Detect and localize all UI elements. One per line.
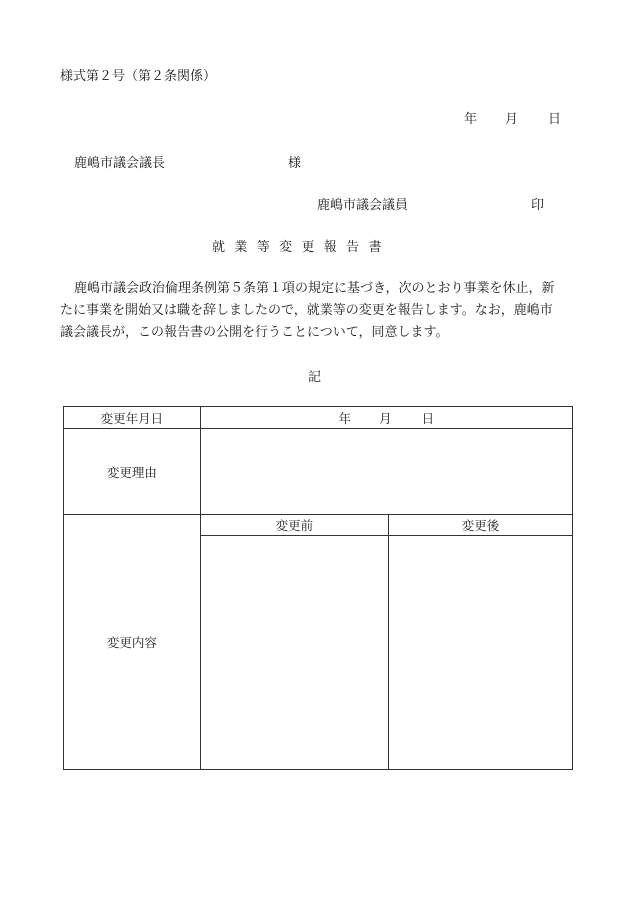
table-date-month: 月 [379,410,392,426]
change-date-label: 変更年月日 [64,407,201,429]
seal-mark: 印 [531,198,545,213]
content-label: 変更内容 [64,515,201,770]
report-date [464,112,561,128]
document-title: 就業等変更報告書 [212,240,391,255]
body-line-3: 議会議長が，この報告書の公開を行うことについて，同意します。 [60,325,449,340]
date-month: 月 [505,112,519,127]
change-date-field[interactable] [200,407,572,429]
reason-label: 変更理由 [64,429,201,515]
date-year: 年 [464,112,478,127]
body-line-2: たに事業を開始又は職を辞しましたので，就業等の変更を報告します。なお，鹿嶋市 [60,303,553,318]
before-label: 変更前 [200,515,388,536]
after-field[interactable] [388,536,572,770]
form-number: 様式第２号（第２条関係） [60,69,217,84]
before-field[interactable] [200,536,388,770]
body-paragraph [60,278,576,344]
reporter-title: 鹿嶋市議会議員 [317,198,409,213]
table-date-day: 日 [421,410,435,426]
change-report-table [63,406,573,770]
after-label: 変更後 [388,515,572,536]
ki-mark: 記 [308,370,322,385]
date-day: 日 [548,112,562,127]
honorific: 様 [288,156,302,171]
addressee: 鹿嶋市議会議長 [74,156,166,171]
reason-field[interactable] [200,429,572,515]
table-date-year: 年 [338,410,352,426]
body-line-1: 鹿嶋市議会政治倫理条例第５条第１項の規定に基づき，次のとおり事業を休止，新 [74,281,555,296]
